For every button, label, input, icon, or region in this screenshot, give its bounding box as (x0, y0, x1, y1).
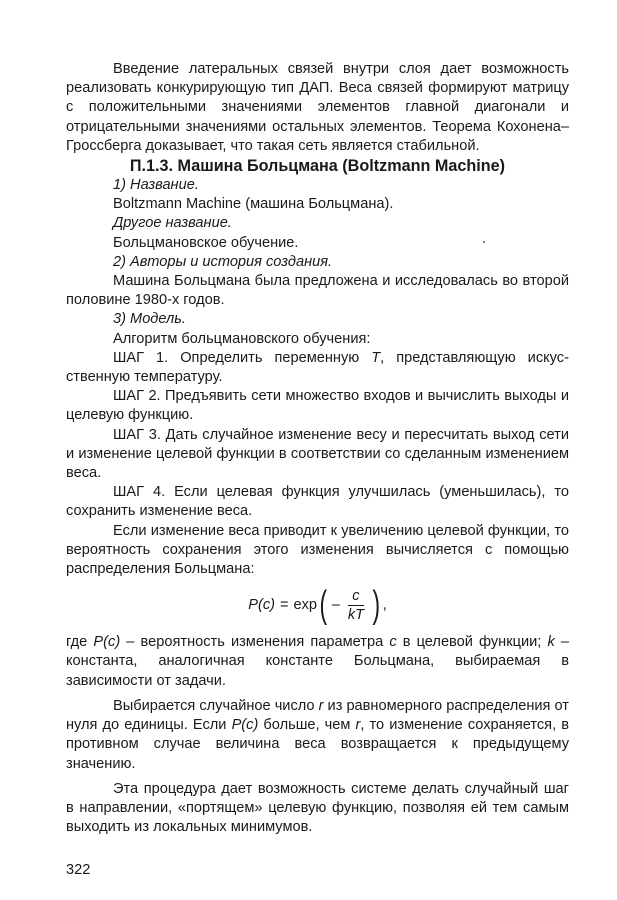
random-r: r (318, 697, 324, 714)
page-number: 322 (66, 862, 91, 878)
intro-paragraph: Введение латеральных связей внутри слоя дает возможность реализовать конкурирующую тип ДАП. Веса связей формируют матрицу с положительными значениями элементов главной диагонали и отрицательными значениями остальных элементов. Теорема Кохонена–Гроссберга доказывает, что такая сеть является стабильной. (66, 61, 569, 154)
random-text-c: из равномерного распределения от нуля до единицы. Если (66, 697, 569, 734)
formula-fraction (344, 587, 368, 624)
scan-speck (483, 241, 485, 243)
formula-exp: exp (293, 596, 318, 613)
random-text-g: , то изменение сохраняется, в противном случае величина веса возвращается к предыдущему значению. (66, 717, 569, 772)
weight-increase-paragraph: Если изменение веса приводит к увеличению целевой функции, то вероятность сохранения этого изменения вычисляется с помощью распределения Больцмана: (66, 522, 569, 578)
step-2: ШАГ 2. Предъявить сети множество входов и вычислить выходы и целевую функцию. (66, 388, 569, 424)
formula-close-paren: ) (372, 584, 381, 627)
authors-text: Машина Больцмана была предложена и исследовалась во второй половине 1980-х годов. (66, 273, 569, 309)
where-text-e: в целевой функции; (396, 634, 548, 651)
random-paragraph (66, 697, 569, 774)
name-label: 1) Название. (113, 177, 199, 194)
formula-minus: – (331, 596, 340, 613)
formula-open-paren: ( (319, 584, 328, 627)
algorithm-intro: Алгоритм больцмановского обучения: (113, 330, 371, 347)
model-label: 3) Модель. (113, 311, 186, 328)
alt-name-label: Другое название. (113, 215, 232, 232)
step-1 (66, 349, 569, 387)
formula-equals: = (279, 596, 289, 613)
step-4: ШАГ 4. Если целевая функция улучшилась (уменьшилась), то сохранить изменение веса. (66, 484, 569, 520)
where-text-g: – константа, аналогичная константе Больцмана, выбираемая в зависимости от задачи. (66, 634, 570, 689)
random-text-a: Выбирается случайное число (113, 697, 319, 714)
closing-paragraph: Эта процедура дает возможность системе делать случайный шаг в направлении, «портящем» целевую функцию, позволяя ей тем самым выходить из локальных минимумов. (66, 780, 569, 836)
formula-trail: , (382, 596, 387, 613)
authors-label: 2) Авторы и история создания. (113, 253, 333, 270)
name-value: Boltzmann Machine (машина Больцмана). (113, 196, 394, 213)
alt-name-value: Больцмановское обучение. (113, 234, 299, 251)
step-1-text: ШАГ 1. Определить переменную (113, 349, 372, 366)
random-pc: P(c) (231, 717, 259, 734)
section-heading: П.1.3. Машина Больцмана (Boltzmann Machine) (129, 157, 506, 176)
where-k: k (547, 634, 555, 651)
step-1-text-end: , представляющую искусственную температуру. (66, 349, 569, 386)
where-paragraph (66, 633, 569, 691)
where-pc: P(c) (93, 634, 121, 651)
step-1-variable: T (371, 349, 381, 366)
formula-lhs: P(c) (248, 596, 275, 613)
where-text-a: где (66, 634, 94, 651)
formula-denominator: kT (347, 606, 365, 623)
random-text-e: больше, чем (258, 717, 356, 734)
step-3: ШАГ 3. Дать случайное изменение весу и пересчитать выход сети и изменение целевой функции в соответствии со сделанным изменением веса. (66, 426, 569, 482)
page-body (66, 60, 569, 837)
where-text-c: – вероятность изменения параметра (120, 634, 390, 651)
boltzmann-formula (66, 579, 569, 631)
where-c: c (389, 634, 397, 651)
random-r2: r (355, 717, 361, 734)
formula-numerator: c (348, 587, 363, 606)
